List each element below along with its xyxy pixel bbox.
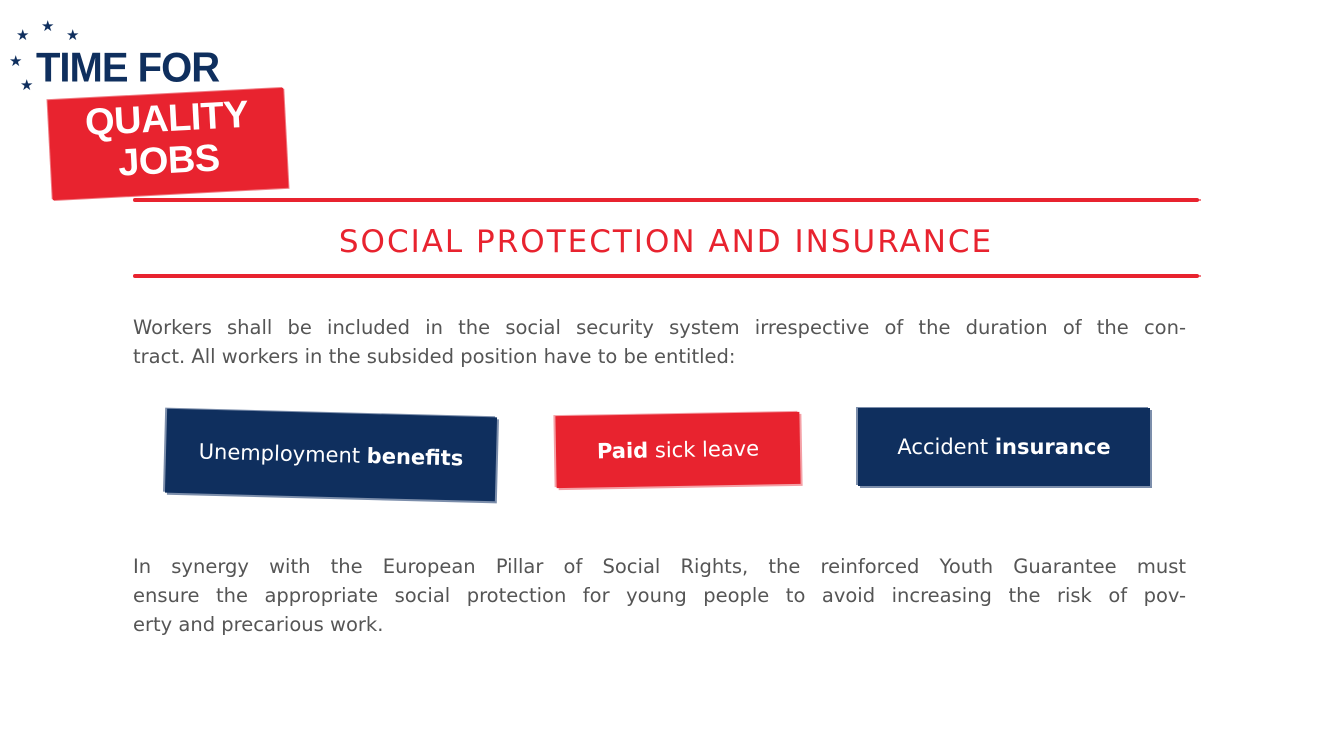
benefit-badge-unemployment	[165, 409, 497, 502]
time-for-quality-jobs-logo	[8, 16, 308, 196]
badge-text-bold: benefits	[366, 443, 464, 471]
benefit-badge-accident-insurance	[858, 408, 1150, 486]
star-icon: ★	[66, 26, 80, 44]
section-heading: SOCIAL PROTECTION AND INSURANCE	[338, 224, 994, 260]
star-icon: ★	[9, 52, 23, 70]
logo-quality: QUALITY	[84, 93, 250, 145]
paragraph-line: tract. All workers in the subsided position have to be entitled:	[133, 345, 736, 368]
badge-text-bold: Paid	[596, 438, 649, 464]
benefit-badge-sick-leave	[555, 412, 800, 488]
paragraph-line: erty and precarious work.	[133, 613, 384, 636]
heading-rule-bottom	[133, 274, 1199, 278]
logo-stamp	[48, 88, 289, 200]
paragraph-line: Workers shall be included in the social security system irrespective of the duration of the con-	[133, 316, 1186, 339]
heading-rule-top	[133, 198, 1199, 202]
paragraph-line: In synergy with the European Pillar of Social Rights, the reinforced Youth Guarantee must	[133, 555, 1186, 578]
star-icon: ★	[16, 26, 30, 44]
paragraph-line: ensure the appropriate social protection for young people to avoid increasing the risk of pov-	[133, 584, 1186, 607]
logo-time-for: TIME FOR	[36, 44, 220, 92]
badge-text: Accident	[897, 435, 995, 459]
intro-paragraph	[133, 313, 1186, 371]
badge-text: Unemployment	[198, 439, 368, 468]
logo-jobs: JOBS	[117, 137, 221, 185]
star-icon: ★	[20, 76, 34, 94]
badge-text: sick leave	[647, 436, 760, 463]
synergy-paragraph	[133, 552, 1186, 639]
badge-text-bold: insurance	[994, 435, 1111, 459]
star-icon: ★	[41, 17, 55, 35]
